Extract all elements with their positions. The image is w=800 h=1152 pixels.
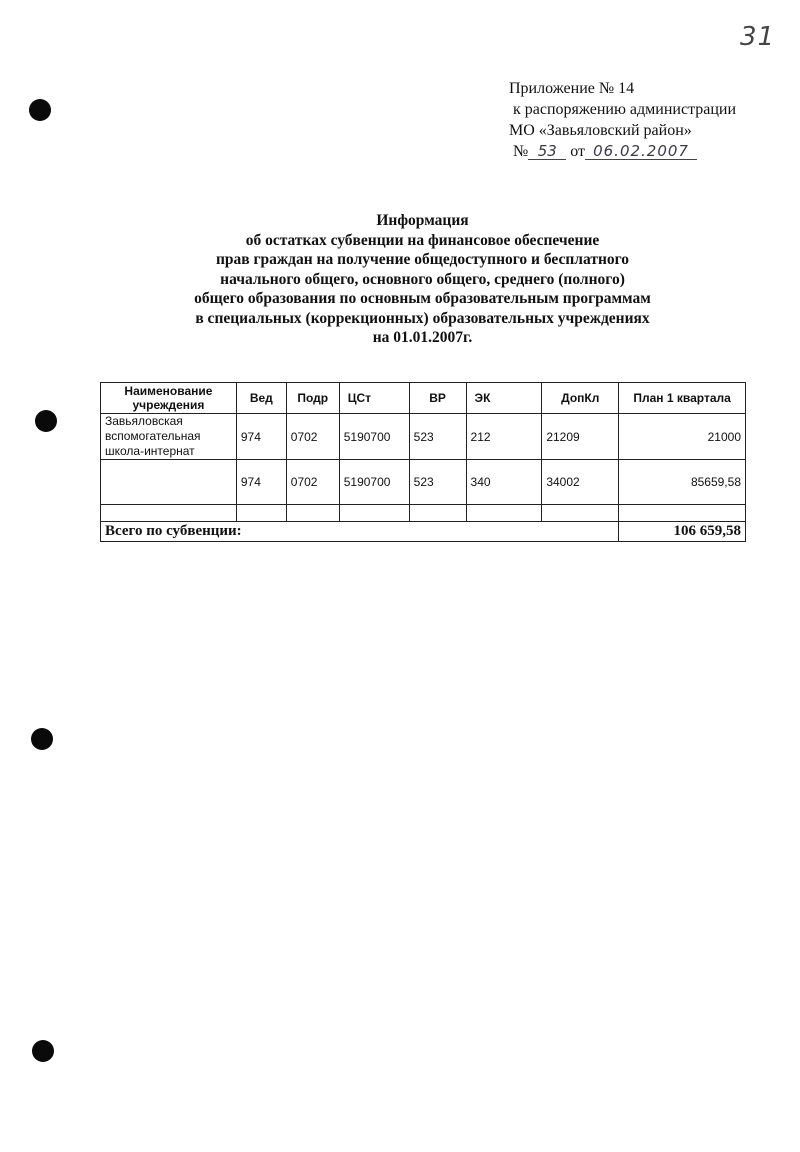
empty-cell: [542, 505, 619, 522]
title-line: Информация: [376, 212, 469, 229]
document-title: [100, 211, 745, 348]
header-plan: План 1 квартала: [619, 383, 746, 414]
table-row-empty: [101, 505, 746, 522]
appendix-organization: МО «Завьяловский район»: [509, 122, 692, 139]
header-ved: Вед: [236, 383, 286, 414]
cell-podr: 0702: [286, 460, 339, 505]
title-line: на 01.01.2007г.: [372, 329, 473, 346]
subvention-table: [100, 382, 746, 542]
appendix-header: [509, 78, 736, 162]
table-row: [101, 414, 746, 460]
appendix-reference: к распоряжению администрации: [513, 101, 737, 118]
cell-ek: 212: [466, 414, 542, 460]
header-vr: ВР: [409, 383, 466, 414]
title-line: об остатках субвенции на финансовое обеспечение: [245, 231, 600, 249]
cell-ved: 974: [236, 460, 286, 505]
cell-ved: 974: [236, 414, 286, 460]
empty-cell: [409, 505, 466, 522]
cell-cst: 5190700: [339, 460, 409, 505]
cell-dopkl: 34002: [542, 460, 619, 505]
empty-cell: [236, 505, 286, 522]
page-number: 31: [740, 22, 776, 52]
cell-plan: 21000: [619, 414, 746, 460]
cell-dopkl: 21209: [542, 414, 619, 460]
punch-hole-1: [29, 99, 51, 121]
order-number: 53: [528, 143, 566, 160]
cell-ek: 340: [466, 460, 542, 505]
title-line: начального общего, основного общего, среднего (полного): [220, 270, 625, 288]
table-total-row: [101, 522, 746, 542]
cell-cst: 5190700: [339, 414, 409, 460]
header-podr: Подр: [286, 383, 339, 414]
punch-hole-3: [31, 728, 53, 750]
header-dopkl: ДопКл: [542, 383, 619, 414]
cell-institution: Завьяловская вспомогательная школа-интернат: [101, 414, 237, 460]
cell-vr: 523: [409, 460, 466, 505]
empty-cell: [619, 505, 746, 522]
punch-hole-2: [35, 410, 57, 432]
cell-plan: 85659,58: [619, 460, 746, 505]
order-date: 06.02.2007: [585, 143, 697, 160]
date-prefix: от: [570, 143, 586, 160]
empty-cell: [466, 505, 542, 522]
total-label: Всего по субвенции:: [101, 522, 619, 542]
title-line: общего образования по основным образовательным программам: [194, 290, 651, 307]
header-cst: ЦСт: [339, 383, 409, 414]
table-header-row: [101, 383, 746, 414]
empty-cell: [339, 505, 409, 522]
appendix-title: Приложение № 14: [509, 80, 635, 97]
title-line: прав граждан на получение общедоступного и бесплатного: [215, 251, 630, 268]
header-ek: ЭК: [466, 383, 542, 414]
title-line: в специальных (коррекционных) образовательных учреждениях: [195, 309, 650, 327]
header-institution: Наименование учреждения: [101, 383, 237, 414]
table-row: [101, 460, 746, 505]
total-value: 106 659,58: [619, 522, 746, 542]
cell-podr: 0702: [286, 414, 339, 460]
cell-vr: 523: [409, 414, 466, 460]
empty-cell: [286, 505, 339, 522]
appendix-number-date: [509, 141, 736, 162]
number-prefix: №: [513, 143, 529, 160]
empty-cell: [101, 505, 237, 522]
cell-institution: [101, 460, 237, 505]
punch-hole-4: [32, 1040, 54, 1062]
